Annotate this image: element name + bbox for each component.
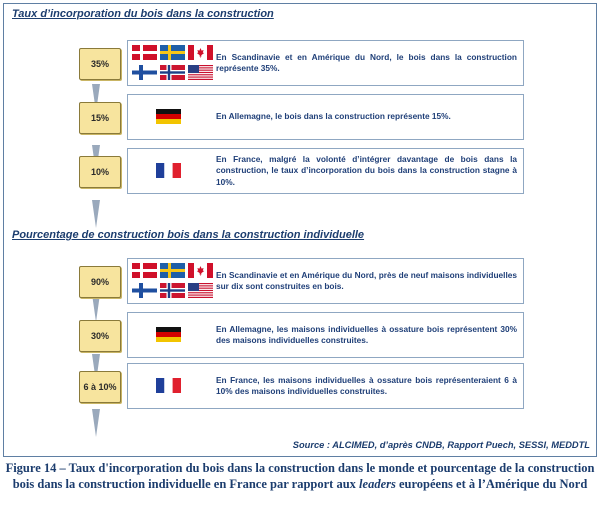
flag-group bbox=[130, 95, 214, 139]
caption-text: Figure 14 – Taux d'incorporation du bois dans la construction dans le monde et pourcentage de la construction bois dans la construction individuelle en France par rapport aux bbox=[5, 461, 595, 491]
denmark-flag-icon bbox=[132, 45, 157, 60]
flag-group bbox=[130, 259, 214, 303]
info-row bbox=[127, 40, 524, 86]
percentage-badge: 35% bbox=[79, 48, 121, 80]
info-row bbox=[127, 148, 524, 194]
finland-flag-icon bbox=[132, 65, 157, 80]
info-text: En France, malgré la volonté d’intégrer davantage de bois dans la construction, le taux d’incorporation du bois dans la construction stagne à 10%. bbox=[216, 153, 517, 187]
denmark-flag-icon bbox=[132, 263, 157, 278]
info-text: En Allemagne, le bois dans la construction représente 15%. bbox=[216, 111, 451, 122]
germany-flag-icon bbox=[156, 109, 181, 124]
flag-group bbox=[130, 313, 214, 357]
norway-flag-icon bbox=[160, 65, 185, 80]
france-flag-icon bbox=[156, 378, 181, 393]
percentage-badge: 90% bbox=[79, 266, 121, 298]
spike-decoration bbox=[92, 200, 100, 228]
flag-group bbox=[130, 149, 214, 193]
sweden-flag-icon bbox=[160, 263, 185, 278]
source-note: Source : ALCIMED, d’après CNDB, Rapport Puech, SESSI, MEDDTL bbox=[292, 440, 590, 450]
percentage-badge: 30% bbox=[79, 320, 121, 352]
info-text: En Scandinavie et en Amérique du Nord, près de neuf maisons individuelles sur dix sont construites en bois. bbox=[216, 269, 517, 291]
flag-group bbox=[130, 364, 214, 408]
percentage-badge: 6 à 10% bbox=[79, 371, 121, 403]
info-row bbox=[127, 258, 524, 304]
flag-group bbox=[130, 41, 214, 85]
sweden-flag-icon bbox=[160, 45, 185, 60]
canada-flag-icon bbox=[188, 263, 213, 278]
spike-decoration bbox=[92, 409, 100, 437]
info-text: En France, les maisons individuelles à ossature bois représenteraient 6 à 10% des maisons individuelles construites. bbox=[216, 374, 517, 396]
info-row bbox=[127, 312, 524, 358]
spike-decoration bbox=[92, 294, 100, 322]
section-title-individual: Pourcentage de construction bois dans la construction individuelle bbox=[12, 229, 365, 241]
canada-flag-icon bbox=[188, 45, 213, 60]
usa-flag-icon bbox=[188, 283, 213, 298]
infographic-frame bbox=[3, 3, 597, 457]
info-row bbox=[127, 363, 524, 409]
germany-flag-icon bbox=[156, 327, 181, 342]
finland-flag-icon bbox=[132, 283, 157, 298]
france-flag-icon bbox=[156, 163, 181, 178]
percentage-badge: 10% bbox=[79, 156, 121, 188]
usa-flag-icon bbox=[188, 65, 213, 80]
info-text: En Allemagne, les maisons individuelles à ossature bois représentent 30% des maisons individuelles construites. bbox=[216, 323, 517, 345]
info-row bbox=[127, 94, 524, 140]
percentage-badge: 15% bbox=[79, 102, 121, 134]
info-text: En Scandinavie et en Amérique du Nord, le bois dans la construction représente 35%. bbox=[216, 51, 517, 73]
section-title-incorporation: Taux d’incorporation du bois dans la construction bbox=[12, 8, 274, 20]
figure-caption bbox=[0, 460, 600, 492]
caption-italic-text: leaders bbox=[359, 477, 396, 491]
caption-text-end: européens et à l’Amérique du Nord bbox=[395, 477, 588, 491]
norway-flag-icon bbox=[160, 283, 185, 298]
